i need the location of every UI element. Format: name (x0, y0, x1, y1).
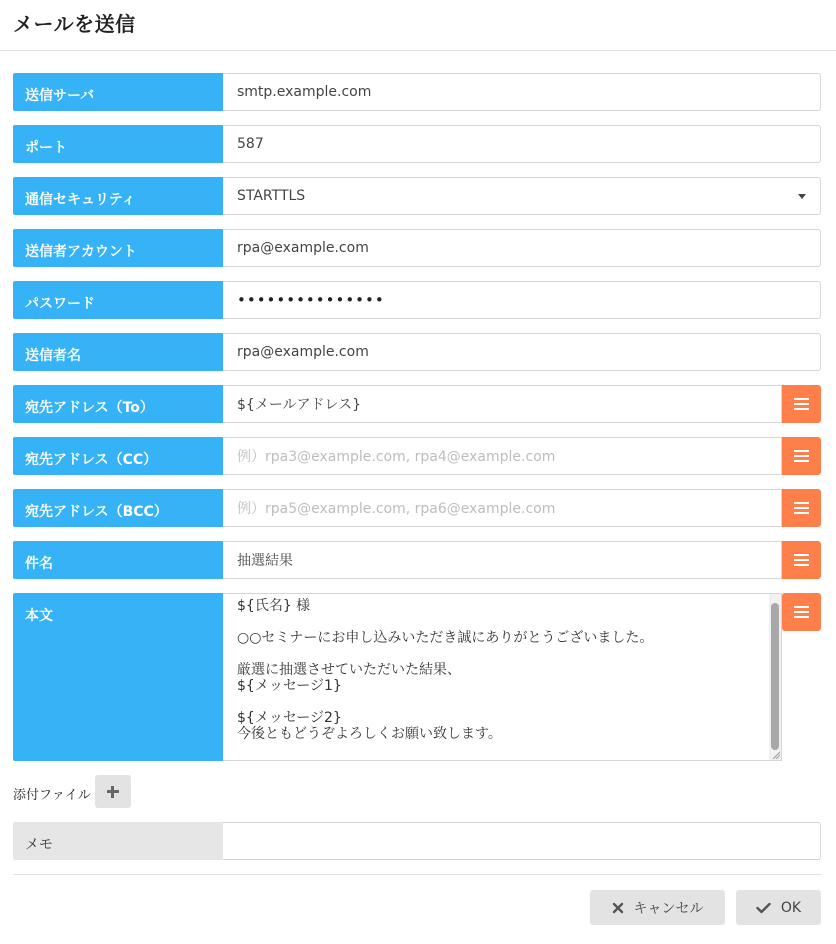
check-icon (756, 902, 771, 914)
smtp-server-row (13, 73, 821, 111)
sender-account-label: 送信者アカウント (13, 229, 223, 267)
to-row (13, 385, 821, 423)
body-line: ${氏名} 様 (237, 598, 311, 614)
ok-label: OK (780, 899, 802, 916)
cc-input[interactable]: 例）rpa3@example.com, rpa4@example.com (223, 437, 782, 475)
body-line (237, 646, 653, 662)
memo-label: メモ (13, 822, 223, 860)
body-scrollbar[interactable] (769, 594, 781, 760)
body-line: ${メッセージ1} (237, 678, 342, 694)
bcc-input[interactable]: 例）rpa5@example.com, rpa6@example.com (223, 489, 782, 527)
bcc-variable-button[interactable] (782, 489, 821, 527)
dialog-header (0, 0, 836, 51)
sender-account-row (13, 229, 821, 267)
chevron-down-icon (798, 194, 806, 199)
cancel-label: キャンセル (633, 900, 704, 917)
body-row (13, 593, 821, 761)
body-text (237, 598, 653, 742)
security-selected-value: STARTTLS (237, 188, 306, 204)
cc-row (13, 437, 821, 475)
dialog-title: メールを送信 (13, 12, 136, 36)
attachments-label: 添付ファイル (13, 788, 91, 803)
body-textarea[interactable] (223, 593, 782, 761)
to-input[interactable]: ${メールアドレス} (223, 385, 782, 423)
to-variable-button[interactable] (782, 385, 821, 423)
password-input[interactable]: ••••••••••••••• (223, 281, 821, 319)
body-line (237, 694, 653, 710)
port-label: ポート (13, 125, 223, 163)
list-icon (794, 554, 809, 566)
password-row (13, 281, 821, 319)
memo-input[interactable] (223, 822, 821, 860)
smtp-server-input[interactable]: smtp.example.com (223, 73, 821, 111)
resize-handle-icon[interactable] (772, 751, 780, 759)
security-select[interactable] (223, 177, 821, 215)
smtp-server-label: 送信サーバ (13, 73, 223, 111)
to-label: 宛先アドレス（To） (13, 385, 223, 423)
subject-label: 件名 (13, 541, 223, 579)
body-line: ○○セミナーにお申し込みいただき誠にありがとうございました。 (237, 630, 654, 646)
password-label: パスワード (13, 281, 223, 319)
list-icon (794, 450, 809, 462)
body-variable-button[interactable] (782, 593, 821, 631)
port-row (13, 125, 821, 163)
ok-button[interactable] (736, 890, 821, 925)
cancel-button[interactable] (590, 890, 725, 925)
bcc-label: 宛先アドレス（BCC） (13, 489, 223, 527)
sender-name-row (13, 333, 821, 371)
list-icon (794, 398, 809, 410)
bcc-row (13, 489, 821, 527)
sender-account-input[interactable]: rpa@example.com (223, 229, 821, 267)
body-line: 今後ともどうぞよろしくお願い致します。 (237, 726, 502, 742)
security-row (13, 177, 821, 215)
subject-variable-button[interactable] (782, 541, 821, 579)
subject-input[interactable]: 抽選結果 (223, 541, 782, 579)
list-icon (794, 606, 809, 618)
add-attachment-button[interactable] (95, 775, 131, 808)
sender-name-input[interactable]: rpa@example.com (223, 333, 821, 371)
cc-variable-button[interactable] (782, 437, 821, 475)
list-icon (794, 502, 809, 514)
subject-row (13, 541, 821, 579)
body-line (237, 614, 653, 630)
body-scrollbar-thumb[interactable] (771, 603, 779, 750)
footer-divider (13, 874, 821, 875)
body-line: ${メッセージ2} (237, 710, 342, 726)
body-line: 厳選に抽選させていただいた結果、 (237, 662, 461, 678)
sender-name-label: 送信者名 (13, 333, 223, 371)
security-label: 通信セキュリティ (13, 177, 223, 215)
cc-label: 宛先アドレス（CC） (13, 437, 223, 475)
memo-row (13, 822, 821, 860)
port-input[interactable]: 587 (223, 125, 821, 163)
close-icon (612, 902, 624, 914)
body-label: 本文 (13, 593, 223, 761)
